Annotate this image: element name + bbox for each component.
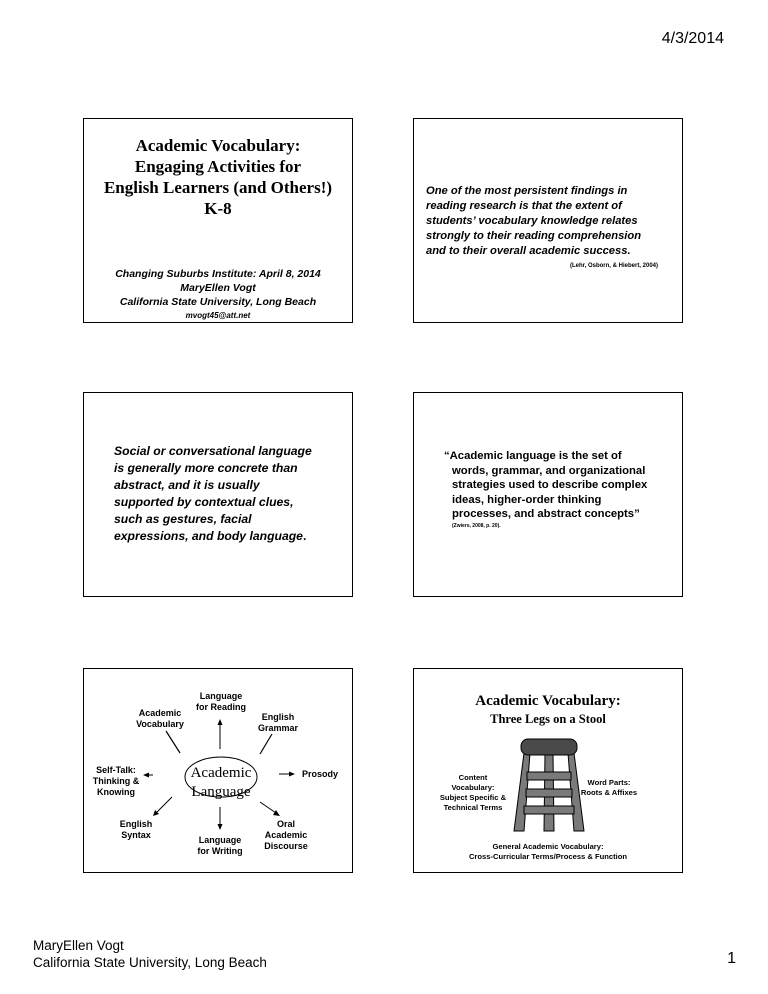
text-line: Social or conversational language <box>114 444 312 458</box>
line-grammar <box>260 734 272 754</box>
label-line: Cross-Curricular Terms/Process & Function <box>468 852 628 861</box>
slide-academic-language-diagram <box>83 668 353 873</box>
node-english-grammar <box>250 712 306 734</box>
quote-line: strategies used to describe complex <box>452 479 648 491</box>
quote-line: reading research is that the extent of <box>426 200 622 212</box>
quote-line: students’ vocabulary knowledge relates <box>426 215 638 227</box>
stool-slide-title: Academic Vocabulary: <box>475 693 621 709</box>
social-language-text <box>114 443 346 545</box>
footer-name: MaryEllen Vogt <box>33 938 124 953</box>
text-line-last: expressions, and body language <box>114 529 303 543</box>
leg-label-content-vocabulary <box>434 773 512 813</box>
arrowhead-writing <box>218 824 223 830</box>
node-oral-academic-discourse <box>258 819 314 852</box>
arrowhead-reading <box>218 719 223 725</box>
node-line: Thinking & <box>92 776 140 786</box>
quote-line: ideas, higher-order thinking <box>452 493 602 506</box>
event-name: Changing Suburbs Institute: April 8, 2014 <box>115 268 321 280</box>
footer-institution: California State University, Long Beach <box>33 955 267 970</box>
node-line: Academic <box>138 708 182 718</box>
center-label-line: Academic <box>190 765 252 781</box>
arrow-oral <box>260 802 276 813</box>
label-line: Technical Terms <box>443 803 503 812</box>
label-line: Subject Specific & <box>439 793 507 802</box>
text-line: is generally more concrete than <box>114 461 298 475</box>
page-date: 4/3/2014 <box>661 30 724 47</box>
presenter-email: mvogt45@att.net <box>185 311 251 320</box>
node-language-for-reading <box>192 691 250 713</box>
stool-seat <box>521 739 577 755</box>
page-number: 1 <box>727 950 736 967</box>
title-line: Academic Vocabulary: <box>135 136 301 155</box>
text-line-period: . <box>302 529 307 543</box>
leg-label-word-parts <box>576 778 642 798</box>
node-line: Prosody <box>301 769 338 779</box>
arrowhead-oral <box>273 810 280 816</box>
stool-rung-2 <box>526 789 572 797</box>
node-line: for Reading <box>195 702 246 712</box>
quote-line: One of the most persistent findings in <box>426 185 628 197</box>
research-quote <box>426 184 670 259</box>
arrow-syntax <box>156 797 172 813</box>
node-line: Grammar <box>257 723 299 733</box>
title-line: K-8 <box>204 199 232 218</box>
node-line: Language <box>198 835 242 845</box>
text-line: such as gestures, facial <box>114 512 252 526</box>
node-line: Discourse <box>264 841 308 851</box>
node-self-talk <box>88 765 144 798</box>
slide-title <box>83 118 353 323</box>
title-line: Engaging Activities for <box>134 157 302 176</box>
node-line: English <box>261 712 295 722</box>
quote-citation: (Lehr, Osborn, & Hiebert, 2004) <box>569 263 658 269</box>
text-line <box>114 528 346 545</box>
slide-three-legs-stool <box>413 668 683 873</box>
slide-academic-definition <box>413 392 683 597</box>
node-english-syntax <box>110 819 162 841</box>
presenter-name: MaryEllen Vogt <box>180 282 256 294</box>
node-line: Oral <box>276 819 295 829</box>
presenter-info <box>84 267 352 323</box>
quote-line: and to their overall academic success. <box>426 245 631 257</box>
center-label-line: Language <box>191 784 251 800</box>
node-line: Language <box>199 691 243 701</box>
arrowhead-prosody <box>289 772 295 777</box>
text-line: supported by contextual clues, <box>114 495 294 509</box>
presenter-affiliation: California State University, Long Beach <box>119 296 317 308</box>
title-line: English Learners (and Others!) <box>103 178 333 197</box>
stool-rung-3 <box>524 806 574 814</box>
quote-line: processes, and abstract concepts” <box>452 508 640 520</box>
label-line: Content <box>458 773 488 782</box>
quote-line: strongly to their reading comprehension <box>426 230 642 242</box>
label-line: Word Parts: <box>587 778 631 787</box>
node-academic-vocabulary <box>130 708 190 730</box>
node-line: for Writing <box>197 846 243 856</box>
node-line: Syntax <box>121 830 151 840</box>
label-line: General Academic Vocabulary: <box>492 842 604 851</box>
quote-line: words, grammar, and organizational <box>452 464 646 477</box>
quote-line: “Academic language is the set of <box>444 450 622 462</box>
node-prosody <box>296 769 344 780</box>
slide-research-quote <box>413 118 683 323</box>
node-language-for-writing <box>190 835 250 857</box>
label-line: Roots & Affixes <box>580 788 638 797</box>
leg-label-general-vocabulary <box>414 842 682 862</box>
node-line: Self-Talk: <box>96 765 136 775</box>
stool-slide-subtitle: Three Legs on a Stool <box>490 712 606 726</box>
text-line: abstract, and it is usually <box>114 478 260 492</box>
definition-citation: (Zwiers, 2008, p. 20). <box>452 522 501 529</box>
line-vocab <box>166 731 180 753</box>
slide-social-language <box>83 392 353 597</box>
node-line: Vocabulary <box>136 719 184 729</box>
label-line: Vocabulary: <box>451 783 495 792</box>
node-line: Knowing <box>97 787 135 797</box>
center-label <box>190 764 252 802</box>
slide-title-heading <box>84 135 352 219</box>
page-footer <box>33 937 267 971</box>
definition-quote <box>444 449 676 530</box>
stool-rung-1 <box>527 772 571 780</box>
node-line: Academic <box>264 830 308 840</box>
node-line: English <box>119 819 153 829</box>
